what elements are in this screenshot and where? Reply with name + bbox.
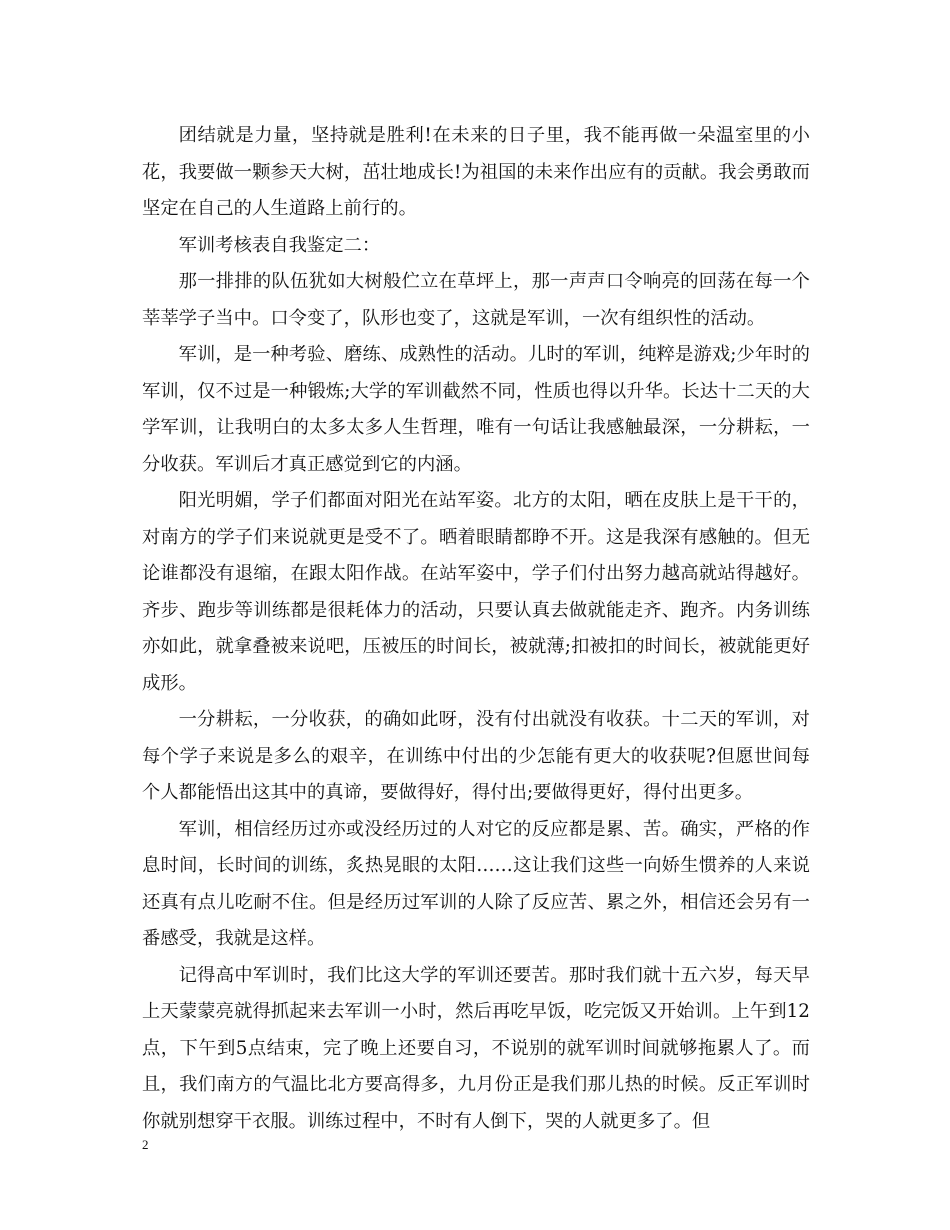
paragraph-4: 阳光明媚，学子们都面对阳光在站军姿。北方的太阳，晒在皮肤上是干干的，对南方的学子们来说就更是受不了。晒着眼睛都睁不开。这是我深有感触的。但无论谁都没有退缩，在跟太阳作战。在站军姿中，学子们付出努力越高就站得越好。齐步、跑步等训练都是很耗体力的活动，只要认真去做就能走齐、跑齐。内务训练亦如此，就拿叠被来说吧，压被压的时间长，被就薄;扣被扣的时间长，被就能更好成形。	[142, 490, 810, 694]
document-body	[142, 118, 810, 1140]
section-heading: 军训考核表自我鉴定二：	[178, 234, 381, 256]
paragraph-6: 军训，相信经历过亦或没经历过的人对它的反应都是累、苦。确实，严格的作息时间，长时间的训练，炙热晃眼的太阳……这让我们这些一向娇生惯养的人来说还真有点儿吃耐不住。但是经历过军训的人除了反应苦、累之外，相信还会另有一番感受，我就是这样。	[142, 818, 810, 949]
paragraph-1: 团结就是力量，坚持就是胜利!在未来的日子里，我不能再做一朵温室里的小花，我要做一颗参天大树，茁壮地成长!为祖国的未来作出应有的贡献。我会勇敢而坚定在自己的人生道路上前行的。	[142, 125, 810, 219]
paragraph-2: 那一排排的队伍犹如大树般伫立在草坪上，那一声声口令响亮的回荡在每一个莘莘学子当中。口令变了，队形也变了，这就是军训，一次有组织性的活动。	[142, 271, 810, 329]
page-number: 2	[142, 1137, 149, 1152]
paragraph-3: 军训，是一种考验、磨练、成熟性的活动。儿时的军训，纯粹是游戏;少年时的军训，仅不过是一种锻炼;大学的军训截然不同，性质也得以升华。长达十二天的大学军训，让我明白的太多太多人生哲理，唯有一句话让我感触最深，一分耕耘，一分收获。军训后才真正感觉到它的内涵。	[142, 344, 810, 475]
paragraph-7: 记得高中军训时，我们比这大学的军训还要苦。那时我们就十五六岁，每天早上天蒙蒙亮就得抓起来去军训一小时，然后再吃早饭，吃完饭又开始训。上午到12点，下午到5点结束，完了晚上还要自习，不说别的就军训时间就够拖累人了。而且，我们南方的气温比北方要高得多，九月份正是我们那儿热的时候。反正军训时你就别想穿干衣服。训练过程中，不时有人倒下，哭的人就更多了。但	[142, 964, 810, 1132]
paragraph-5: 一分耕耘，一分收获，的确如此呀，没有付出就没有收获。十二天的军训，对每个学子来说是多么的艰辛，在训练中付出的少怎能有更大的收获呢?但愿世间每个人都能悟出这其中的真谛，要做得好，得付出;要做得更好，得付出更多。	[142, 709, 810, 803]
